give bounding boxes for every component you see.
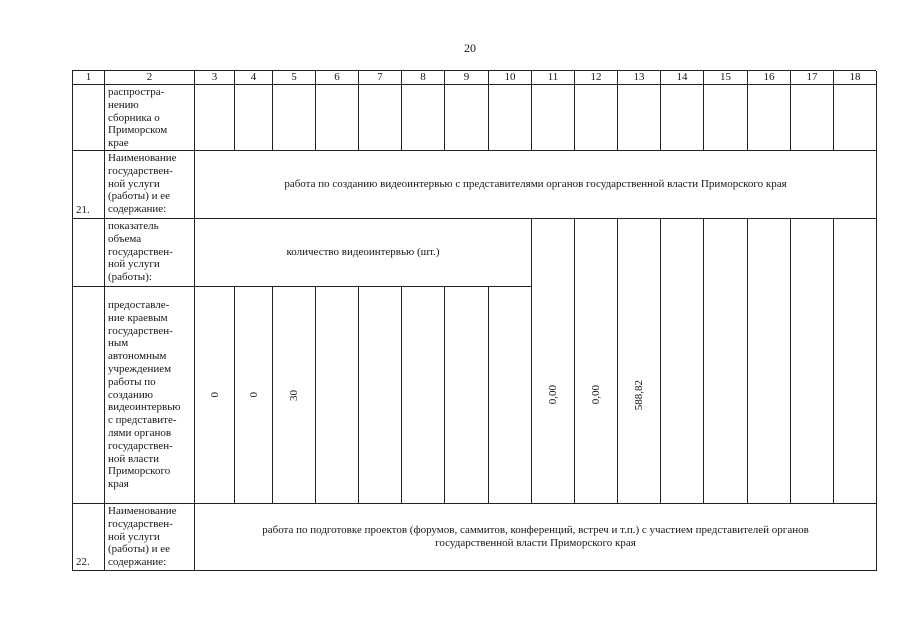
- table-cell-empty: [834, 85, 877, 151]
- table-cell-empty: [489, 85, 532, 151]
- table-cell-empty: [834, 219, 877, 504]
- header-cell: 14: [661, 71, 704, 85]
- table-cell-empty: [748, 85, 791, 151]
- header-cell: 12: [575, 71, 618, 85]
- service-content-text: работа по подготовке проектов (форумов, саммитов, конференций, встреч и т.п.) с участием представителей органов государственной власти Приморского края: [262, 524, 809, 549]
- table-cell-empty: [704, 219, 748, 504]
- table-cell-empty: [532, 85, 575, 151]
- indicator-label: показатель объема государствен- ной услуги (работы):: [105, 219, 195, 287]
- service-content: [195, 151, 877, 219]
- item-number: 21.: [73, 151, 105, 219]
- table-cell-empty: [316, 85, 359, 151]
- header-cell: 1: [73, 71, 105, 85]
- header-cell: 11: [532, 71, 575, 85]
- table-cell-empty: [661, 85, 704, 151]
- table-cell-empty: [402, 287, 445, 504]
- table-cell-empty: [73, 287, 105, 504]
- table-cell-empty: [316, 287, 359, 504]
- header-cell: 7: [359, 71, 402, 85]
- table-cell-empty: [235, 85, 273, 151]
- continuation-label: распростра- нению сборника о Приморском крае: [105, 85, 195, 151]
- table-cell-empty: [791, 219, 834, 504]
- table-cell-empty: [359, 85, 402, 151]
- service-content: [195, 504, 877, 571]
- table-cell-empty: [748, 219, 791, 504]
- item-number: 22.: [73, 504, 105, 571]
- amount-value: 588,82: [633, 379, 645, 411]
- header-cell: 2: [105, 71, 195, 85]
- header-cell: 10: [489, 71, 532, 85]
- provision-label-text: предоставле- ние краевым государствен- ным автономным учреждением работы по созданию видеоинтервью с представите- лями органов государствен- ной власти Приморского края: [108, 299, 181, 491]
- volume-value: 30: [288, 389, 300, 401]
- table-cell-empty: [73, 219, 105, 287]
- provision-label: [105, 287, 195, 504]
- page-number: 20: [464, 41, 476, 55]
- table-cell-empty: [661, 219, 704, 504]
- table-cell-empty: [195, 85, 235, 151]
- header-cell: 8: [402, 71, 445, 85]
- header-cell: 13: [618, 71, 661, 85]
- amount-value: 0,00: [547, 385, 559, 405]
- header-cell: 15: [704, 71, 748, 85]
- table-cell-empty: [791, 85, 834, 151]
- header-cell: 9: [445, 71, 489, 85]
- header-cell: 5: [273, 71, 316, 85]
- services-table: [72, 70, 876, 571]
- volume-value: 0: [208, 392, 221, 398]
- service-name-label: Наименование государствен- ной услуги (работы) и ее содержание:: [105, 151, 195, 219]
- volume-cell: [235, 287, 273, 504]
- amount-cell: [618, 219, 661, 504]
- header-cell: 18: [834, 71, 877, 85]
- table-cell-empty: [73, 85, 105, 151]
- volume-value: 0: [247, 392, 260, 398]
- table-cell-empty: [445, 287, 489, 504]
- amount-cell: [575, 219, 618, 504]
- header-cell: 16: [748, 71, 791, 85]
- table-cell-empty: [273, 85, 316, 151]
- table-cell-empty: [359, 287, 402, 504]
- header-cell: 6: [316, 71, 359, 85]
- volume-cell: [195, 287, 235, 504]
- indicator-unit-text: количество видеоинтервью (шт.): [286, 246, 440, 259]
- table-cell-empty: [704, 85, 748, 151]
- table-cell-empty: [489, 287, 532, 504]
- header-cell: 4: [235, 71, 273, 85]
- service-content-text: работа по созданию видеоинтервью с представителями органов государственной власти Приморского края: [284, 178, 787, 191]
- service-name-label: Наименование государствен- ной услуги (работы) и ее содержание:: [105, 504, 195, 571]
- amount-cell: [532, 219, 575, 504]
- table-cell-empty: [445, 85, 489, 151]
- volume-cell: [273, 287, 316, 504]
- table-cell-empty: [402, 85, 445, 151]
- amount-value: 0,00: [590, 385, 602, 405]
- header-cell: 17: [791, 71, 834, 85]
- table-cell-empty: [618, 85, 661, 151]
- indicator-unit: [195, 219, 532, 287]
- table-cell-empty: [575, 85, 618, 151]
- header-cell: 3: [195, 71, 235, 85]
